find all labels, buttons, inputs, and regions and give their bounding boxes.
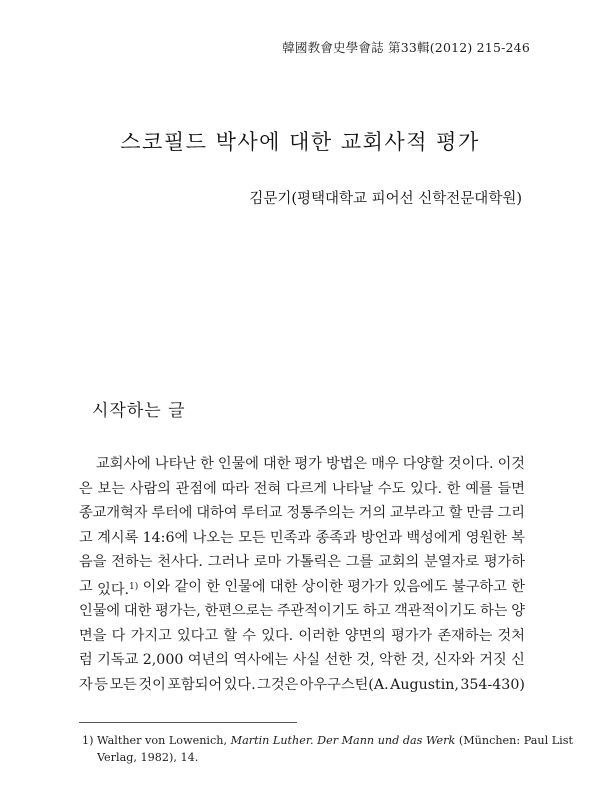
body-word: 나타날 bbox=[331, 480, 374, 497]
body-word: 대한 bbox=[123, 603, 152, 619]
body-word: 모든 bbox=[109, 676, 137, 693]
body-word: 따라 bbox=[221, 480, 249, 497]
body-word: 대한 bbox=[269, 578, 298, 595]
body-word: 신 bbox=[511, 652, 525, 668]
body-word: 2,000 bbox=[142, 652, 184, 668]
body-word: 존재하는 bbox=[437, 627, 493, 644]
running-header: 韓國教會史學會誌 第33輯(2012) 215-246 bbox=[282, 40, 530, 55]
body-word: 고 bbox=[79, 578, 93, 595]
body-word: 14:6에 bbox=[142, 529, 189, 546]
body-word: 있음에도 bbox=[392, 578, 448, 595]
body-word: 신자와 bbox=[433, 652, 475, 668]
body-word: 한 bbox=[446, 480, 461, 497]
body-line bbox=[79, 452, 525, 477]
body-word: 여년의 bbox=[187, 652, 229, 668]
body-word: 교회의 bbox=[378, 554, 420, 570]
body-word: 것처 bbox=[497, 627, 525, 644]
body-line bbox=[79, 550, 525, 575]
body-line bbox=[79, 599, 525, 624]
footnote-reference[interactable]: 1) bbox=[129, 581, 139, 592]
body-word: 할 bbox=[223, 627, 238, 644]
body-word: 등 bbox=[94, 676, 108, 693]
body-word: 한편으로는 bbox=[204, 603, 274, 619]
body-word: 하고 bbox=[362, 603, 391, 619]
body-word: 기독교 bbox=[97, 652, 139, 668]
body-word: 대한 bbox=[263, 456, 291, 472]
body-word: 모든 bbox=[238, 529, 266, 546]
body-word: 354-430) bbox=[460, 676, 525, 693]
footnote-number: 1) bbox=[82, 734, 94, 747]
body-word: 음을 bbox=[79, 554, 107, 570]
body-word: 아우구스틴(A. bbox=[299, 676, 389, 693]
body-line bbox=[79, 477, 525, 502]
body-word: 들면 bbox=[497, 480, 525, 497]
body-paragraph bbox=[79, 452, 525, 697]
body-word: 있다. bbox=[410, 480, 442, 497]
body-word: 교회사에 bbox=[96, 456, 151, 472]
body-word: 있다.$^{1)}$ bbox=[97, 581, 139, 598]
body-word: 면을 bbox=[79, 627, 107, 644]
footnote bbox=[82, 733, 573, 766]
body-word: 고 bbox=[79, 529, 93, 546]
body-word: 상이한 bbox=[301, 578, 343, 595]
body-word: 보는 bbox=[97, 480, 125, 497]
body-word: 객관적이기도 bbox=[394, 603, 477, 619]
body-word: 있다고 bbox=[176, 627, 219, 644]
body-word: 천사다. bbox=[157, 554, 203, 570]
body-word: 거의 bbox=[358, 505, 387, 521]
body-word: 관점에 bbox=[175, 480, 217, 497]
body-word: 분열자로 bbox=[424, 554, 479, 570]
body-line bbox=[79, 673, 525, 698]
body-word: 불구하고 bbox=[451, 578, 507, 595]
body-word: 럼 bbox=[79, 652, 93, 668]
body-word: 인물에 bbox=[217, 456, 259, 472]
body-word: 할 bbox=[448, 505, 463, 521]
body-word: 있다. bbox=[261, 627, 294, 644]
body-word: 이것 bbox=[497, 456, 525, 472]
body-word: 루터에 bbox=[151, 505, 193, 521]
body-word: 전하는 bbox=[111, 554, 153, 570]
body-word: 것이 bbox=[138, 676, 166, 693]
body-word: 평가 bbox=[294, 456, 322, 472]
body-word: 백성에게 bbox=[406, 529, 462, 546]
body-word: 양면의 bbox=[344, 627, 386, 644]
body-word: 전혀 bbox=[253, 480, 282, 497]
body-word: 정통주의는 bbox=[286, 505, 355, 521]
body-word: 만큼 bbox=[466, 505, 494, 521]
body-word: 것, bbox=[410, 652, 430, 668]
body-word: 사실 bbox=[292, 652, 321, 668]
body-word: 나오는 bbox=[192, 529, 234, 546]
body-word: 인물에 bbox=[79, 603, 121, 619]
body-word: 수도 bbox=[377, 480, 406, 497]
body-word: 영원한 bbox=[465, 529, 507, 546]
body-word: 수 bbox=[242, 627, 256, 644]
body-word: 인물에 bbox=[224, 578, 266, 595]
footnote-line-1 bbox=[82, 733, 573, 750]
body-word: 계시록 bbox=[97, 529, 139, 546]
body-word: 주관적이기도 bbox=[276, 603, 360, 619]
body-word: Augustin, bbox=[390, 676, 459, 693]
body-word: 루터교 bbox=[241, 505, 283, 521]
body-word: 이와 bbox=[142, 578, 171, 595]
footnote-publisher: (München: Paul List bbox=[458, 734, 573, 747]
body-word: 그를 bbox=[345, 554, 374, 570]
body-word: 평가는, bbox=[155, 603, 201, 619]
body-word: 복 bbox=[511, 529, 525, 546]
author-affiliation: 김문기(평택대학교 피어선 신학전문대학원) bbox=[249, 191, 522, 207]
body-word: 은 bbox=[79, 480, 93, 497]
body-word: 있다. bbox=[223, 676, 256, 693]
body-word: 사람의 bbox=[129, 480, 171, 497]
body-word: 양 bbox=[511, 603, 525, 619]
footnote-line-2: Verlag, 1982), 14. bbox=[97, 750, 199, 764]
body-word: 그것은 bbox=[257, 676, 299, 693]
body-word: 나타난 bbox=[154, 456, 197, 472]
body-word: 종교개혁자 bbox=[79, 505, 148, 521]
body-line-with-footnote bbox=[79, 575, 525, 600]
body-word: 같이 bbox=[174, 578, 202, 595]
body-word: 한 bbox=[200, 456, 214, 472]
body-word: 대하여 bbox=[196, 505, 238, 521]
body-word: 매우 bbox=[371, 456, 399, 472]
body-word: 것, bbox=[356, 652, 375, 668]
body-word: 것이다. bbox=[447, 456, 494, 472]
body-word: 역사에는 bbox=[233, 652, 289, 668]
body-word: 방법은 bbox=[326, 456, 368, 472]
body-word: 평가가 bbox=[391, 627, 433, 644]
body-word: 포함되어 bbox=[167, 676, 223, 693]
body-word: 다양할 bbox=[402, 456, 444, 472]
body-word: 가지고 bbox=[130, 627, 172, 644]
body-line bbox=[79, 648, 525, 673]
body-word: 선한 bbox=[324, 652, 352, 668]
body-word: 다르게 bbox=[286, 480, 328, 497]
body-word: 이러한 bbox=[298, 627, 340, 644]
body-word: 한 bbox=[511, 578, 525, 595]
body-word: 평가가 bbox=[347, 578, 389, 595]
body-word: 가톨릭은 bbox=[286, 554, 341, 570]
body-word: 방언과 bbox=[360, 529, 403, 546]
body-word: 그러나 bbox=[207, 554, 249, 570]
section-heading: 시작하는 글 bbox=[92, 401, 186, 421]
body-line bbox=[79, 501, 525, 526]
body-word: 종족과 bbox=[315, 529, 357, 546]
body-word: 그리 bbox=[497, 505, 525, 521]
body-word: 거짓 bbox=[479, 652, 507, 668]
body-word: 교부라고 bbox=[390, 505, 445, 521]
body-word: 예를 bbox=[465, 480, 493, 497]
footnote-work-title: Martin Luther. Der Mann und das Werk bbox=[230, 734, 456, 747]
body-word: 민족과 bbox=[269, 529, 312, 546]
article-title: 스코필드 박사에 대한 교회사적 평가 bbox=[120, 130, 480, 154]
footnote-divider bbox=[79, 722, 297, 723]
body-word: 평가하 bbox=[483, 554, 525, 570]
body-word: 자 bbox=[79, 676, 93, 693]
body-word: 다 bbox=[111, 627, 126, 644]
body-word: 한 bbox=[206, 578, 221, 595]
body-word: 하는 bbox=[480, 603, 508, 619]
body-line bbox=[79, 624, 525, 649]
body-word: 로마 bbox=[253, 554, 282, 570]
body-word: 악한 bbox=[379, 652, 407, 668]
footnote-author: Walther von Lowenich, bbox=[97, 734, 228, 747]
body-line bbox=[79, 526, 525, 551]
